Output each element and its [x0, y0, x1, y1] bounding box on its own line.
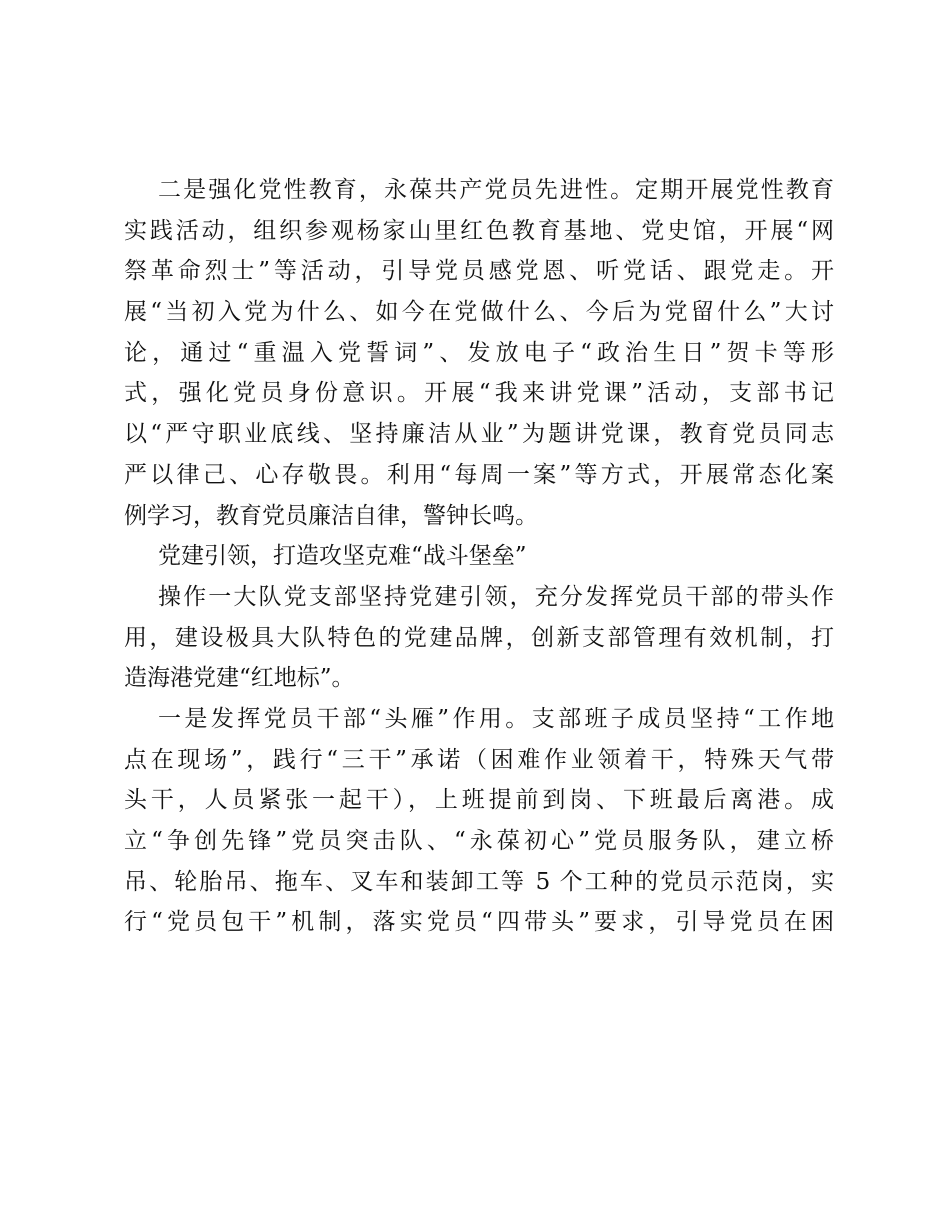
- document-body: [124, 170, 834, 943]
- paragraph-line: 立“争创先锋”党员突击队、“永葆初心”党员服务队，建立桥: [124, 828, 834, 854]
- paragraph-line: 论，通过“重温入党誓词”、发放电子“政治生日”贺卡等形: [124, 339, 834, 366]
- paragraph-line: 一是发挥党员干部“头雁”作用。支部班子成员坚持“工作地: [158, 705, 834, 732]
- paragraph-line: 操作一大队党支部坚持党建引领，充分发挥党员干部的带头作: [158, 583, 834, 610]
- paragraph-line: 以“严守职业底线、坚持廉洁从业”为题讲党课，教育党员同志: [124, 421, 834, 448]
- paragraph-line: 式，强化党员身份意识。开展“我来讲党课”活动，支部书记: [124, 380, 834, 407]
- paragraph-line: 用，建设极具大队特色的党建品牌，创新支部管理有效机制，打: [124, 624, 834, 651]
- paragraph-line: 点在现场”，践行“三干”承诺（困难作业领着干，特殊天气带: [124, 746, 834, 773]
- paragraph-line: 实践活动，组织参观杨家山里红色教育基地、党史馆，开展“网: [124, 217, 834, 244]
- paragraph-line: 例学习，教育党员廉洁自律，警钟长鸣。: [124, 502, 538, 529]
- paragraph-line: 吊、轮胎吊、拖车、叉车和装卸工等 5 个工种的党员示范岗，实: [124, 868, 834, 895]
- paragraph-line: 行“党员包干”机制，落实党员“四带头”要求，引导党员在困: [124, 909, 834, 936]
- paragraph-line: 造海港党建“红地标”。: [124, 665, 355, 692]
- paragraph-line: 二是强化党性教育，永葆共产党员先进性。定期开展党性教育: [158, 177, 834, 203]
- paragraph-line: 严以律己、心存敬畏。利用“每周一案”等方式，开展常态化案: [124, 461, 834, 488]
- paragraph-line: 展“当初入党为什么、如今在党做什么、今后为党留什么”大讨: [124, 299, 834, 326]
- paragraph-line: 头干，人员紧张一起干），上班提前到岗、下班最后离港。成: [124, 787, 834, 814]
- section-heading: 党建引领，打造攻坚克难“战斗堡垒”: [158, 543, 527, 570]
- paragraph-line: 祭革命烈士”等活动，引导党员感党恩、听党话、跟党走。开: [124, 258, 834, 285]
